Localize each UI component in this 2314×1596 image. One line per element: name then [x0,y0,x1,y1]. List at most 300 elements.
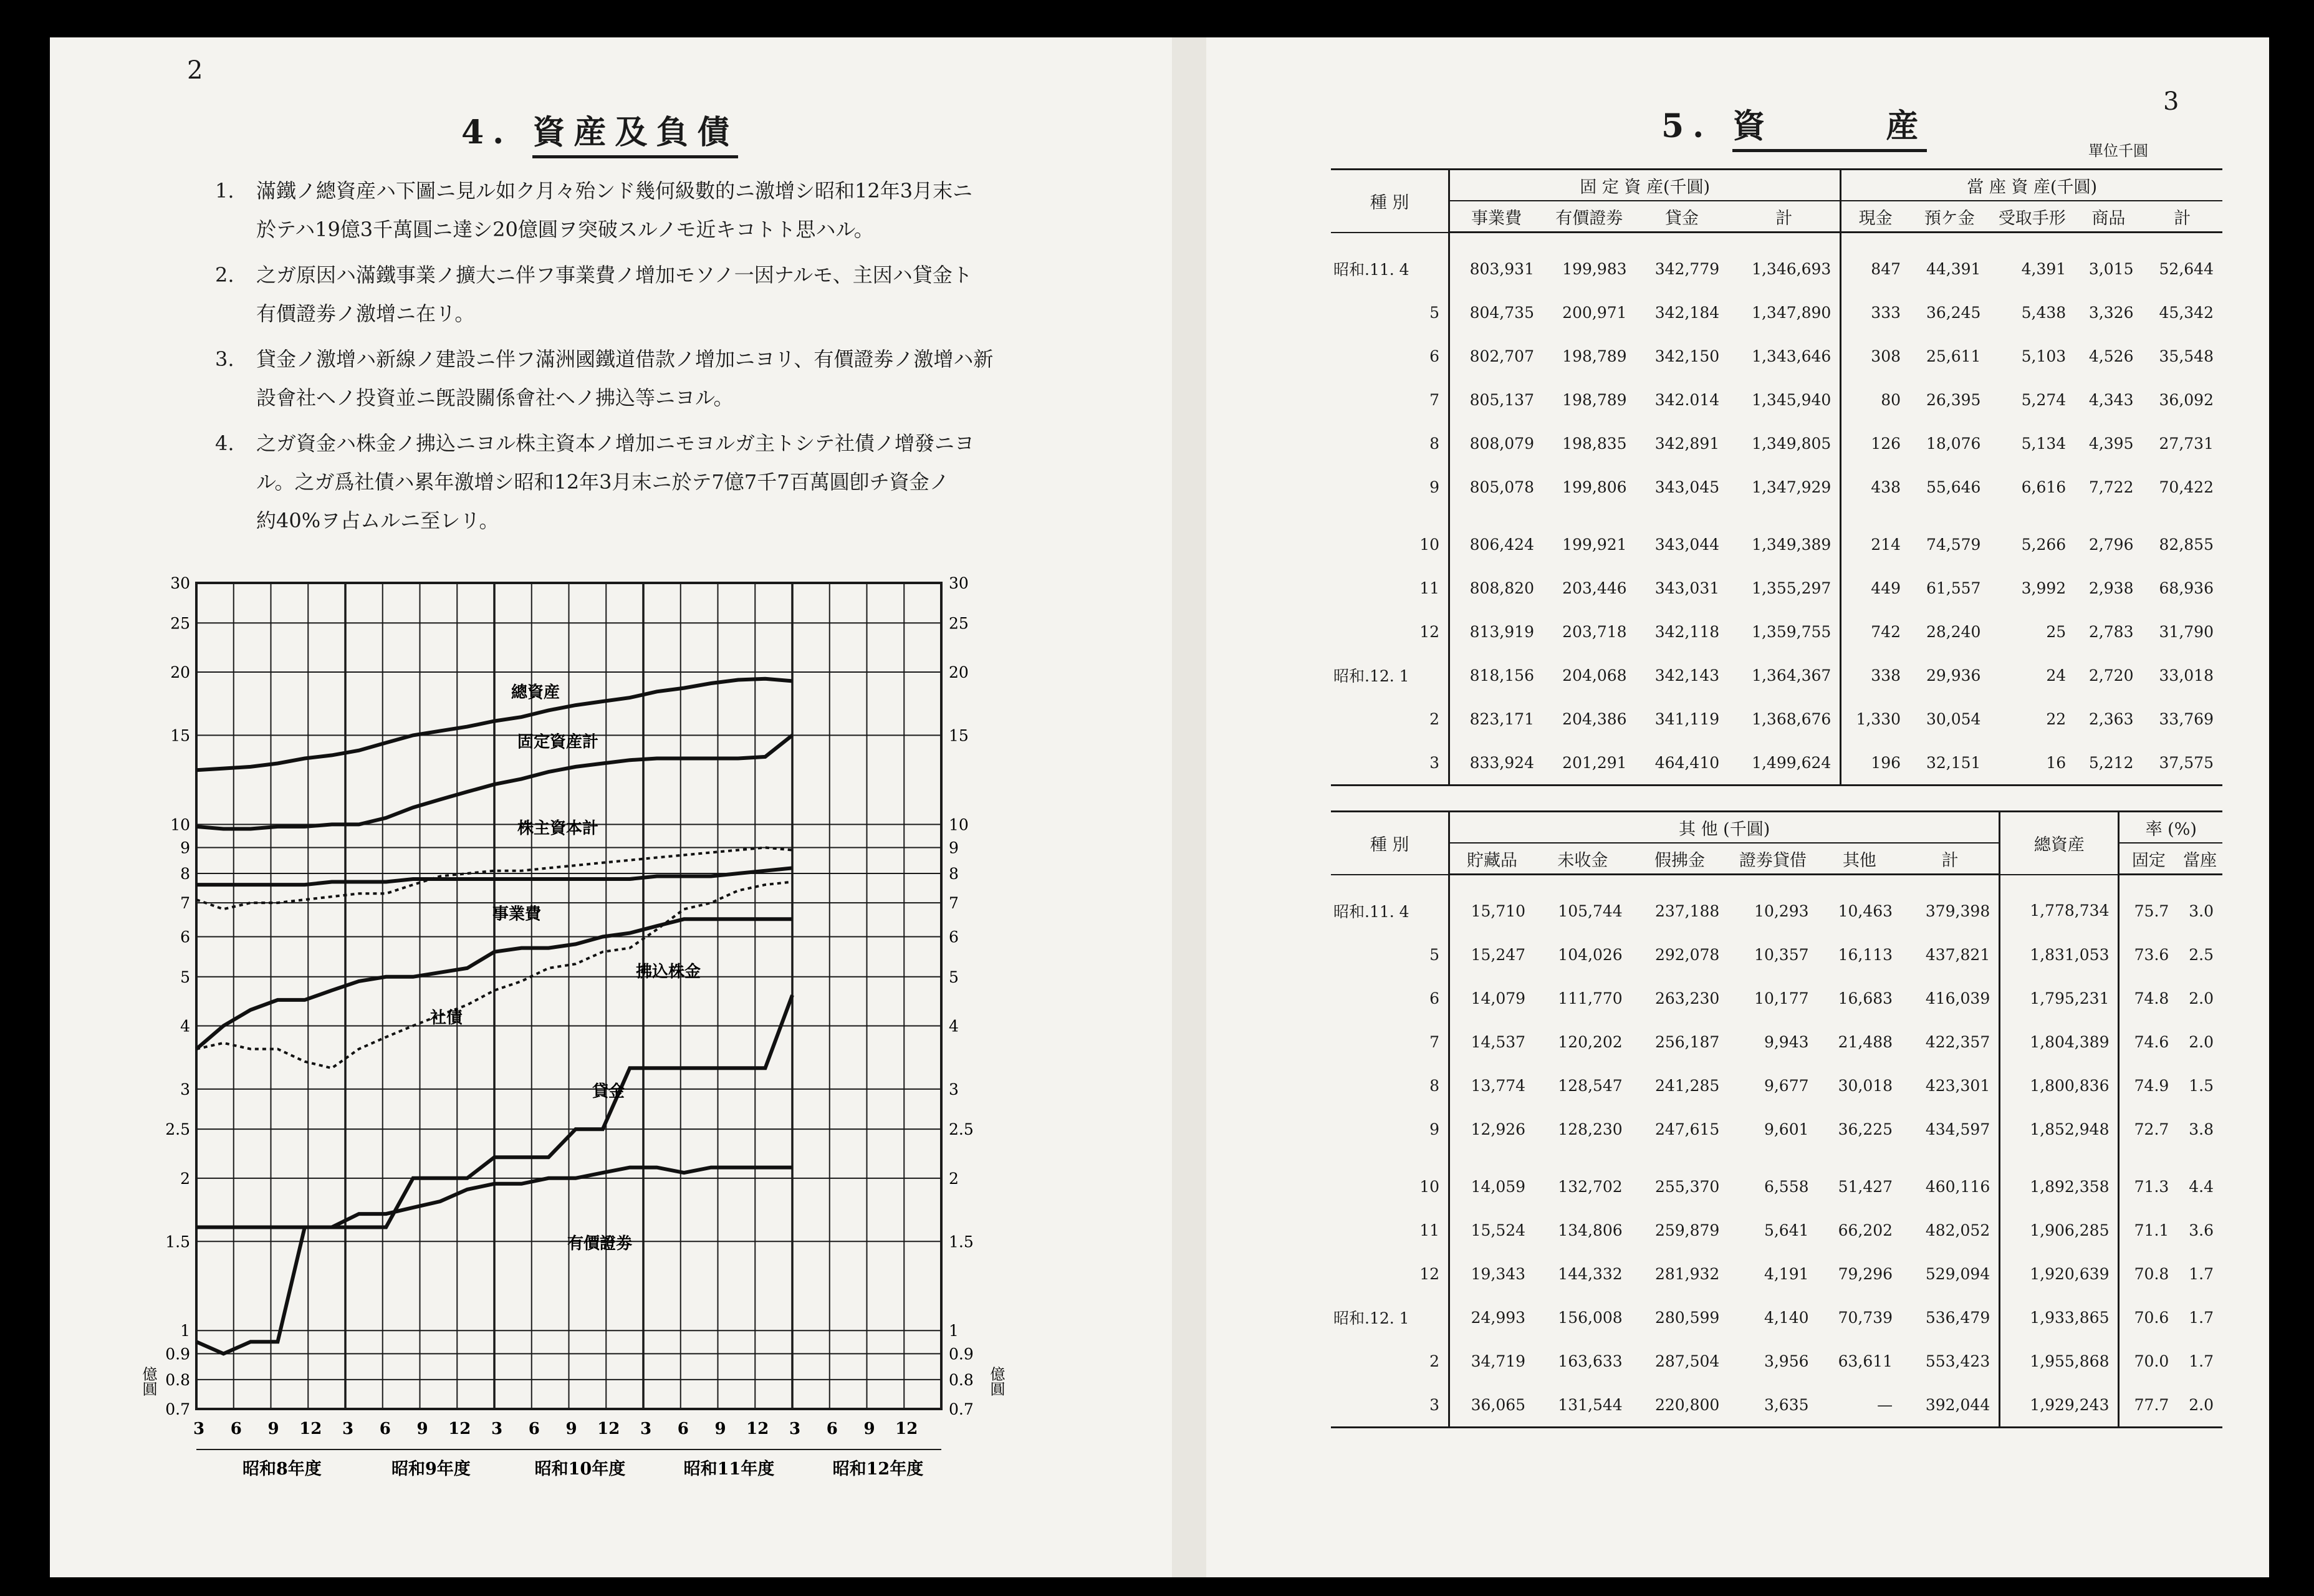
column-header: 貯藏品 [1449,843,1535,875]
x-tick-label: 9 [714,1420,726,1438]
paragraph-4 [215,424,1144,542]
y-tick-label-right: 20 [949,663,969,681]
row-label: 5 [1331,291,1449,334]
row-label: 11 [1331,1208,1449,1252]
table-row [1331,610,2222,653]
table-cell: 73.6 [2134,945,2169,964]
table-cell: 104,026 [1558,945,1623,964]
table-cell: 111,770 [1558,989,1623,1007]
section-title-text: 資産及負債 [532,113,738,158]
x-tick-label: 9 [565,1420,577,1438]
table-cell: 105,744 [1558,901,1623,920]
table-cell: 2.0 [2189,989,2214,1007]
table-cell: 237,188 [1654,901,1720,920]
asset-liability-chart [137,561,1022,1502]
paragraph-text: 之ガ資金ハ株金ノ拂込ニヨル株主資本ノ增加ニモヨルガ主トシテ社債ノ增發ニヨ ル。之ガ爲社債ハ累年激增シ昭和12年3月末ニ於テ7億7千7百萬圓卽チ資金ノ 約40%ヲ占ムルニ至レリ。 [256,431,975,532]
table-row [1331,933,2222,976]
table-cell: 1,852,948 [2000,1107,2119,1151]
y-tick-label-right: 0.9 [949,1345,974,1363]
table-cell: 55,646 [1926,478,1981,496]
table-cell: 803,931 [1469,259,1534,278]
y-tick-label-left: 4 [180,1017,190,1036]
y-tick-label-left: 30 [170,574,190,592]
table-cell: 1.7 [2189,1308,2214,1327]
page-number-left: 2 [187,56,203,85]
table-cell: 4,526 [2088,347,2134,365]
table-cell: 21,488 [1838,1032,1893,1051]
table-cell: 5,438 [2021,303,2067,322]
table-cell: 10,463 [1838,901,1893,920]
current-assets-table [1331,168,2222,786]
row-label: 3 [1331,741,1449,786]
row-header: 種 別 [1331,170,1449,233]
x-tick-label: 6 [528,1420,540,1438]
column-header: 計 [1728,201,1841,233]
table-cell: 464,410 [1654,753,1720,772]
table-cell: 1,368,676 [1728,697,1841,741]
row-header: 種 別 [1331,812,1449,875]
y-tick-label-right: 30 [949,574,969,592]
year-label: 昭和8年度 [242,1459,322,1479]
table-cell: 422,357 [1901,1020,2000,1064]
table-cell: 805,137 [1469,390,1534,409]
table-row [1331,875,2222,933]
table-cell: 5,266 [2021,535,2067,554]
table-cell: 438 [1871,478,1901,496]
table-cell: 74,579 [1926,535,1981,554]
table-cell: 7,722 [2088,478,2134,496]
table-cell: 156,008 [1558,1308,1623,1327]
table-cell: 52,644 [2159,259,2214,278]
y-tick-label-right: 25 [949,614,969,633]
row-label: 5 [1331,933,1449,976]
row-label: 8 [1331,421,1449,465]
table-cell: 342,779 [1654,259,1720,278]
table-cell: 77.7 [2134,1395,2169,1414]
table-row [1331,1064,2222,1107]
table-cell: 196 [1871,753,1901,772]
paragraph-3 [215,340,1144,418]
table-row [1331,421,2222,465]
table-cell: 131,544 [1558,1395,1623,1414]
table-cell: 802,707 [1469,347,1534,365]
table-row [1331,291,2222,334]
row-label: 9 [1331,1107,1449,1151]
table-cell: 5,103 [2021,347,2067,365]
y-tick-label-left: 5 [180,968,190,986]
table-cell: 34,719 [1471,1352,1526,1370]
row-label: 8 [1331,1064,1449,1107]
column-header: 商品 [2075,201,2142,233]
table-cell: 66,202 [1838,1221,1893,1239]
table-cell: 70.6 [2134,1308,2169,1327]
table-cell: 1,346,693 [1728,233,1841,291]
table-cell: 15,524 [1471,1221,1526,1239]
column-header: 有價證劵 [1543,201,1636,233]
table-cell: 214 [1871,535,1901,554]
paragraph-text: 之ガ原因ハ滿鐵事業ノ擴大ニ伴フ事業費ノ增加モソノ一因ナルモ、主因ハ貸金ト 有價證劵ノ激增ニ在リ。 [256,263,972,325]
table-cell: 338 [1871,666,1901,685]
table-cell: 3,326 [2088,303,2134,322]
table-cell: 70.8 [2134,1264,2169,1283]
table-cell: 15,710 [1471,901,1526,920]
table-cell: 36,225 [1838,1120,1893,1138]
table-cell: 15,247 [1471,945,1526,964]
section-title-left [461,106,738,153]
title-char-2: 産 [1886,107,1928,145]
y-tick-label-left: 1.5 [165,1233,190,1251]
column-header: 當座 [2177,843,2222,875]
table-cell: 200,971 [1562,303,1627,322]
table-cell: 3,956 [1764,1352,1809,1370]
table-cell: 26,395 [1926,390,1981,409]
x-tick-label: 3 [640,1420,652,1438]
table-cell: — [1877,1395,1893,1414]
table-cell: 1,955,868 [2000,1339,2119,1383]
table-cell: 449 [1871,579,1901,597]
table-cell: 281,932 [1654,1264,1720,1283]
table-row [1331,653,2222,697]
table-cell: 75.7 [2134,901,2169,920]
table-cell: 1.5 [2189,1076,2214,1095]
table-cell: 833,924 [1469,753,1534,772]
x-tick-label: 3 [789,1420,801,1438]
y-tick-label-left: 20 [170,663,190,681]
year-label: 昭和10年度 [534,1459,626,1479]
table-cell: 128,230 [1558,1120,1623,1138]
y-tick-label-right: 0.7 [949,1400,974,1418]
table-cell: 4,395 [2088,434,2134,453]
table-cell: 3.0 [2189,901,2214,920]
y-tick-label-left: 0.9 [165,1345,190,1363]
table-row [1331,1339,2222,1383]
column-header: 固定 [2119,843,2177,875]
table-cell: 255,370 [1654,1177,1720,1196]
table-cell: 71.3 [2134,1177,2169,1196]
table-cell: 126 [1871,434,1901,453]
table-row [1331,566,2222,610]
table-cell: 16,113 [1838,945,1893,964]
table-cell: 74.6 [2134,1032,2169,1051]
table-cell: 1,795,231 [2000,976,2119,1020]
row-label: 昭和.11. 4 [1331,875,1449,933]
table-cell: 1.7 [2189,1352,2214,1370]
table-cell: 2,938 [2088,579,2134,597]
table-cell: 6,616 [2021,478,2067,496]
table-cell: 25 [2046,622,2067,641]
table-cell: 9,943 [1764,1032,1809,1051]
column-header: 受取手形 [1989,201,2075,233]
table-cell: 342,118 [1654,622,1720,641]
table-cell: 333 [1871,303,1901,322]
row-label: 10 [1331,509,1449,566]
table-cell: 45,342 [2159,303,2214,322]
page-number-right: 3 [2163,87,2179,116]
paragraph-number: 1. [215,179,234,203]
table-cell: 813,919 [1469,622,1534,641]
table-cell: 416,039 [1901,976,2000,1020]
table-cell: 199,983 [1562,259,1627,278]
y-tick-label-left: 9 [180,839,190,857]
x-tick-label: 12 [448,1420,471,1438]
section-title-text [1732,107,1927,152]
row-label: 10 [1331,1151,1449,1208]
row-label: 7 [1331,1020,1449,1064]
table-row [1331,1020,2222,1064]
table-cell: 1,343,646 [1728,334,1841,378]
table-cell: 198,835 [1562,434,1627,453]
x-tick-label: 3 [342,1420,354,1438]
table-cell: 1,800,836 [2000,1064,2119,1107]
table-cell: 482,052 [1901,1208,2000,1252]
column-header: 計 [1901,843,2000,875]
y-tick-label-left: 2.5 [165,1120,190,1139]
column-header: 計 [2142,201,2222,233]
year-label: 昭和12年度 [832,1459,924,1479]
row-label: 7 [1331,378,1449,421]
table-cell: 14,079 [1471,989,1526,1007]
table-cell: 4,140 [1764,1308,1809,1327]
table-cell: 10,177 [1754,989,1809,1007]
unit-label: 單位千圓 [2088,142,2148,160]
table-cell: 818,156 [1469,666,1534,685]
row-label: 昭和.11. 4 [1331,233,1449,291]
table-cell: 806,424 [1469,535,1534,554]
table-cell: 1,929,243 [2000,1383,2119,1428]
table-cell: 379,398 [1901,875,2000,933]
table-cell: 241,285 [1654,1076,1720,1095]
table-cell: 51,427 [1838,1177,1893,1196]
year-label: 昭和9年度 [391,1459,471,1479]
table-cell: 3,992 [2021,579,2067,597]
row-label: 2 [1331,1339,1449,1383]
table-cell: 2,796 [2088,535,2134,554]
chart-x-tick-labels [193,1420,941,1479]
table-cell: 804,735 [1469,303,1534,322]
table-cell: 36,245 [1926,303,1981,322]
table-cell: 263,230 [1654,989,1720,1007]
x-tick-label: 6 [826,1420,838,1438]
table-cell: 144,332 [1558,1264,1623,1283]
table-cell: 1,778,734 [2000,875,2119,933]
y-tick-label-right: 3 [949,1080,959,1098]
column-header: 預ケ金 [1909,201,1989,233]
other-assets-table [1331,810,2222,1428]
table-row [1331,334,2222,378]
table-cell: 805,078 [1469,478,1534,496]
table-cell: 36,092 [2159,390,2214,409]
table-row [1331,697,2222,741]
unit-label-right: 億圓 [987,1366,1005,1396]
group-header-current: 當 座 資 産(千圓) [1841,170,2222,201]
table-cell: 5,274 [2021,390,2067,409]
series-label-loans: 貸金 [592,1082,625,1101]
y-tick-label-right: 8 [949,865,959,883]
section-number: 5. [1661,107,1713,145]
table-cell: 5,641 [1764,1221,1809,1239]
table-row [1331,1383,2222,1428]
y-tick-label-right: 1 [949,1322,959,1340]
table-cell: 2,720 [2088,666,2134,685]
table-cell: 32,151 [1926,753,1981,772]
group-header-other: 其 他 (千圓) [1449,812,2000,844]
table-cell: 529,094 [1901,1252,2000,1296]
table-cell: 163,633 [1558,1352,1623,1370]
row-label: 12 [1331,1252,1449,1296]
table-cell: 536,479 [1901,1296,2000,1339]
row-label: 3 [1331,1383,1449,1428]
table-cell: 199,806 [1562,478,1627,496]
row-label: 11 [1331,566,1449,610]
table-cell: 342,150 [1654,347,1720,365]
y-tick-label-right: 5 [949,968,959,986]
table-cell: 342,143 [1654,666,1720,685]
table-cell: 9,601 [1764,1120,1809,1138]
table-cell: 434,597 [1901,1107,2000,1151]
paragraph-text: 滿鐵ノ總資産ハ下圖ニ見ル如ク月々殆ンド幾何級數的ニ激增シ昭和12年3月末ニ 於テハ19億3千萬圓ニ達シ20億圓ヲ突破スルノモ近キコトト思ハル。 [256,179,973,241]
x-tick-label: 6 [677,1420,689,1438]
table-cell: 33,769 [2159,709,2214,728]
table-cell: 37,575 [2159,753,2214,772]
table-cell: 30,054 [1926,709,1981,728]
table-cell: 79,296 [1838,1264,1893,1283]
chart-y-tick-labels [140,574,1005,1418]
table-cell: 308 [1871,347,1901,365]
series-label-securities: 有價證劵 [567,1234,633,1254]
table-cell: 10,357 [1754,945,1809,964]
table-cell: 70,739 [1838,1308,1893,1327]
group-header-total: 總資産 [2000,812,2119,875]
row-label: 6 [1331,334,1449,378]
y-tick-label-left: 0.8 [165,1370,190,1389]
table-cell: 13,774 [1471,1076,1526,1095]
table-cell: 343,045 [1654,478,1720,496]
table-cell: 220,800 [1654,1395,1720,1414]
y-tick-label-right: 0.8 [949,1370,974,1389]
table-row [1331,1208,2222,1252]
y-tick-label-left: 2 [180,1169,190,1188]
table-cell: 132,702 [1558,1177,1623,1196]
table-cell: 808,079 [1469,434,1534,453]
table-cell: 553,423 [1901,1339,2000,1383]
table-cell: 342,891 [1654,434,1720,453]
table-cell: 3,015 [2088,259,2134,278]
y-tick-label-right: 15 [949,726,969,745]
table-cell: 1,349,389 [1728,509,1841,566]
y-tick-label-left: 7 [180,894,190,913]
y-tick-label-right: 1.5 [949,1233,974,1251]
table-cell: 82,855 [2159,535,2214,554]
table-cell: 287,504 [1654,1352,1720,1370]
column-header: 其他 [1818,843,1902,875]
table-cell: 259,879 [1654,1221,1720,1239]
table-cell: 292,078 [1654,945,1720,964]
x-tick-label: 3 [491,1420,503,1438]
table-cell: 2.0 [2189,1032,2214,1051]
x-tick-label: 9 [416,1420,428,1438]
table-cell: 203,718 [1562,622,1627,641]
table-cell: 2.5 [2189,945,2214,964]
table-cell: 342,184 [1654,303,1720,322]
table-cell: 742 [1871,622,1901,641]
table-row [1331,378,2222,421]
table-cell: 1,347,929 [1728,465,1841,509]
book-spine [1172,37,1206,1577]
series-label-fixed_assets: 固定資産計 [517,733,599,752]
table-cell: 1,349,805 [1728,421,1841,465]
table-cell: 4,343 [2088,390,2134,409]
y-tick-label-left: 15 [170,726,190,745]
table-cell: 14,059 [1471,1177,1526,1196]
table-cell: 247,615 [1654,1120,1720,1138]
table-cell: 437,821 [1901,933,2000,976]
table-cell: 70.0 [2134,1352,2169,1370]
series-label-bonds: 社債 [430,1009,463,1028]
table-row [1331,1252,2222,1296]
y-tick-label-right: 7 [949,894,959,913]
series-label-paid_in_shares: 拂込株金 [636,962,701,981]
table-cell: 6,558 [1764,1177,1809,1196]
table-cell: 1,499,624 [1728,741,1841,786]
table-row [1331,509,2222,566]
table-cell: 61,557 [1926,579,1981,597]
y-tick-label-left: 8 [180,865,190,883]
table-row [1331,976,2222,1020]
title-char-1: 資 [1732,107,1774,145]
table-cell: 134,806 [1558,1221,1623,1239]
section-title-right [1661,100,1927,147]
column-header: 貸金 [1636,201,1729,233]
table-cell: 343,044 [1654,535,1720,554]
table-cell: 1,330 [1856,709,1901,728]
table-cell: 74.9 [2134,1076,2169,1095]
table-cell: 2,783 [2088,622,2134,641]
row-label: 2 [1331,697,1449,741]
table-cell: 16 [2046,753,2067,772]
table-cell: 3,635 [1764,1395,1809,1414]
table-cell: 204,068 [1562,666,1627,685]
table-cell: 10,293 [1754,901,1809,920]
table-row [1331,233,2222,291]
paragraph-number: 4. [215,431,234,455]
y-tick-label-right: 2 [949,1169,959,1188]
series-label-business_expense: 事業費 [492,905,542,924]
x-tick-label: 12 [597,1420,620,1438]
table-cell: 1,359,755 [1728,610,1841,653]
year-label: 昭和11年度 [683,1459,775,1479]
table-cell: 3.8 [2189,1120,2214,1138]
x-tick-label: 12 [895,1420,918,1438]
table-cell: 1,831,053 [2000,933,2119,976]
row-label: 12 [1331,610,1449,653]
y-tick-label-left: 25 [170,614,190,633]
table-cell: 36,065 [1471,1395,1526,1414]
table-cell: 199,921 [1562,535,1627,554]
table-cell: 24 [2046,666,2067,685]
y-tick-label-left: 0.7 [165,1400,190,1418]
table-cell: 392,044 [1901,1383,2000,1428]
x-tick-label: 6 [379,1420,391,1438]
table-row [1331,1151,2222,1208]
row-label: 昭和.12. 1 [1331,1296,1449,1339]
table-cell: 28,240 [1926,622,1981,641]
paragraph-text: 貸金ノ激增ハ新線ノ建設ニ伴フ滿洲國鐵道借款ノ增加ニヨリ、有價證劵ノ激增ハ新 設會社ヘノ投資並ニ旣設關係會社ヘノ拂込等ニヨル。 [256,347,994,410]
table-cell: 1,364,367 [1728,653,1841,697]
table-cell: 1,892,358 [2000,1151,2119,1208]
table-cell: 460,116 [1901,1151,2000,1208]
table-cell: 201,291 [1562,753,1627,772]
x-tick-label: 6 [230,1420,242,1438]
